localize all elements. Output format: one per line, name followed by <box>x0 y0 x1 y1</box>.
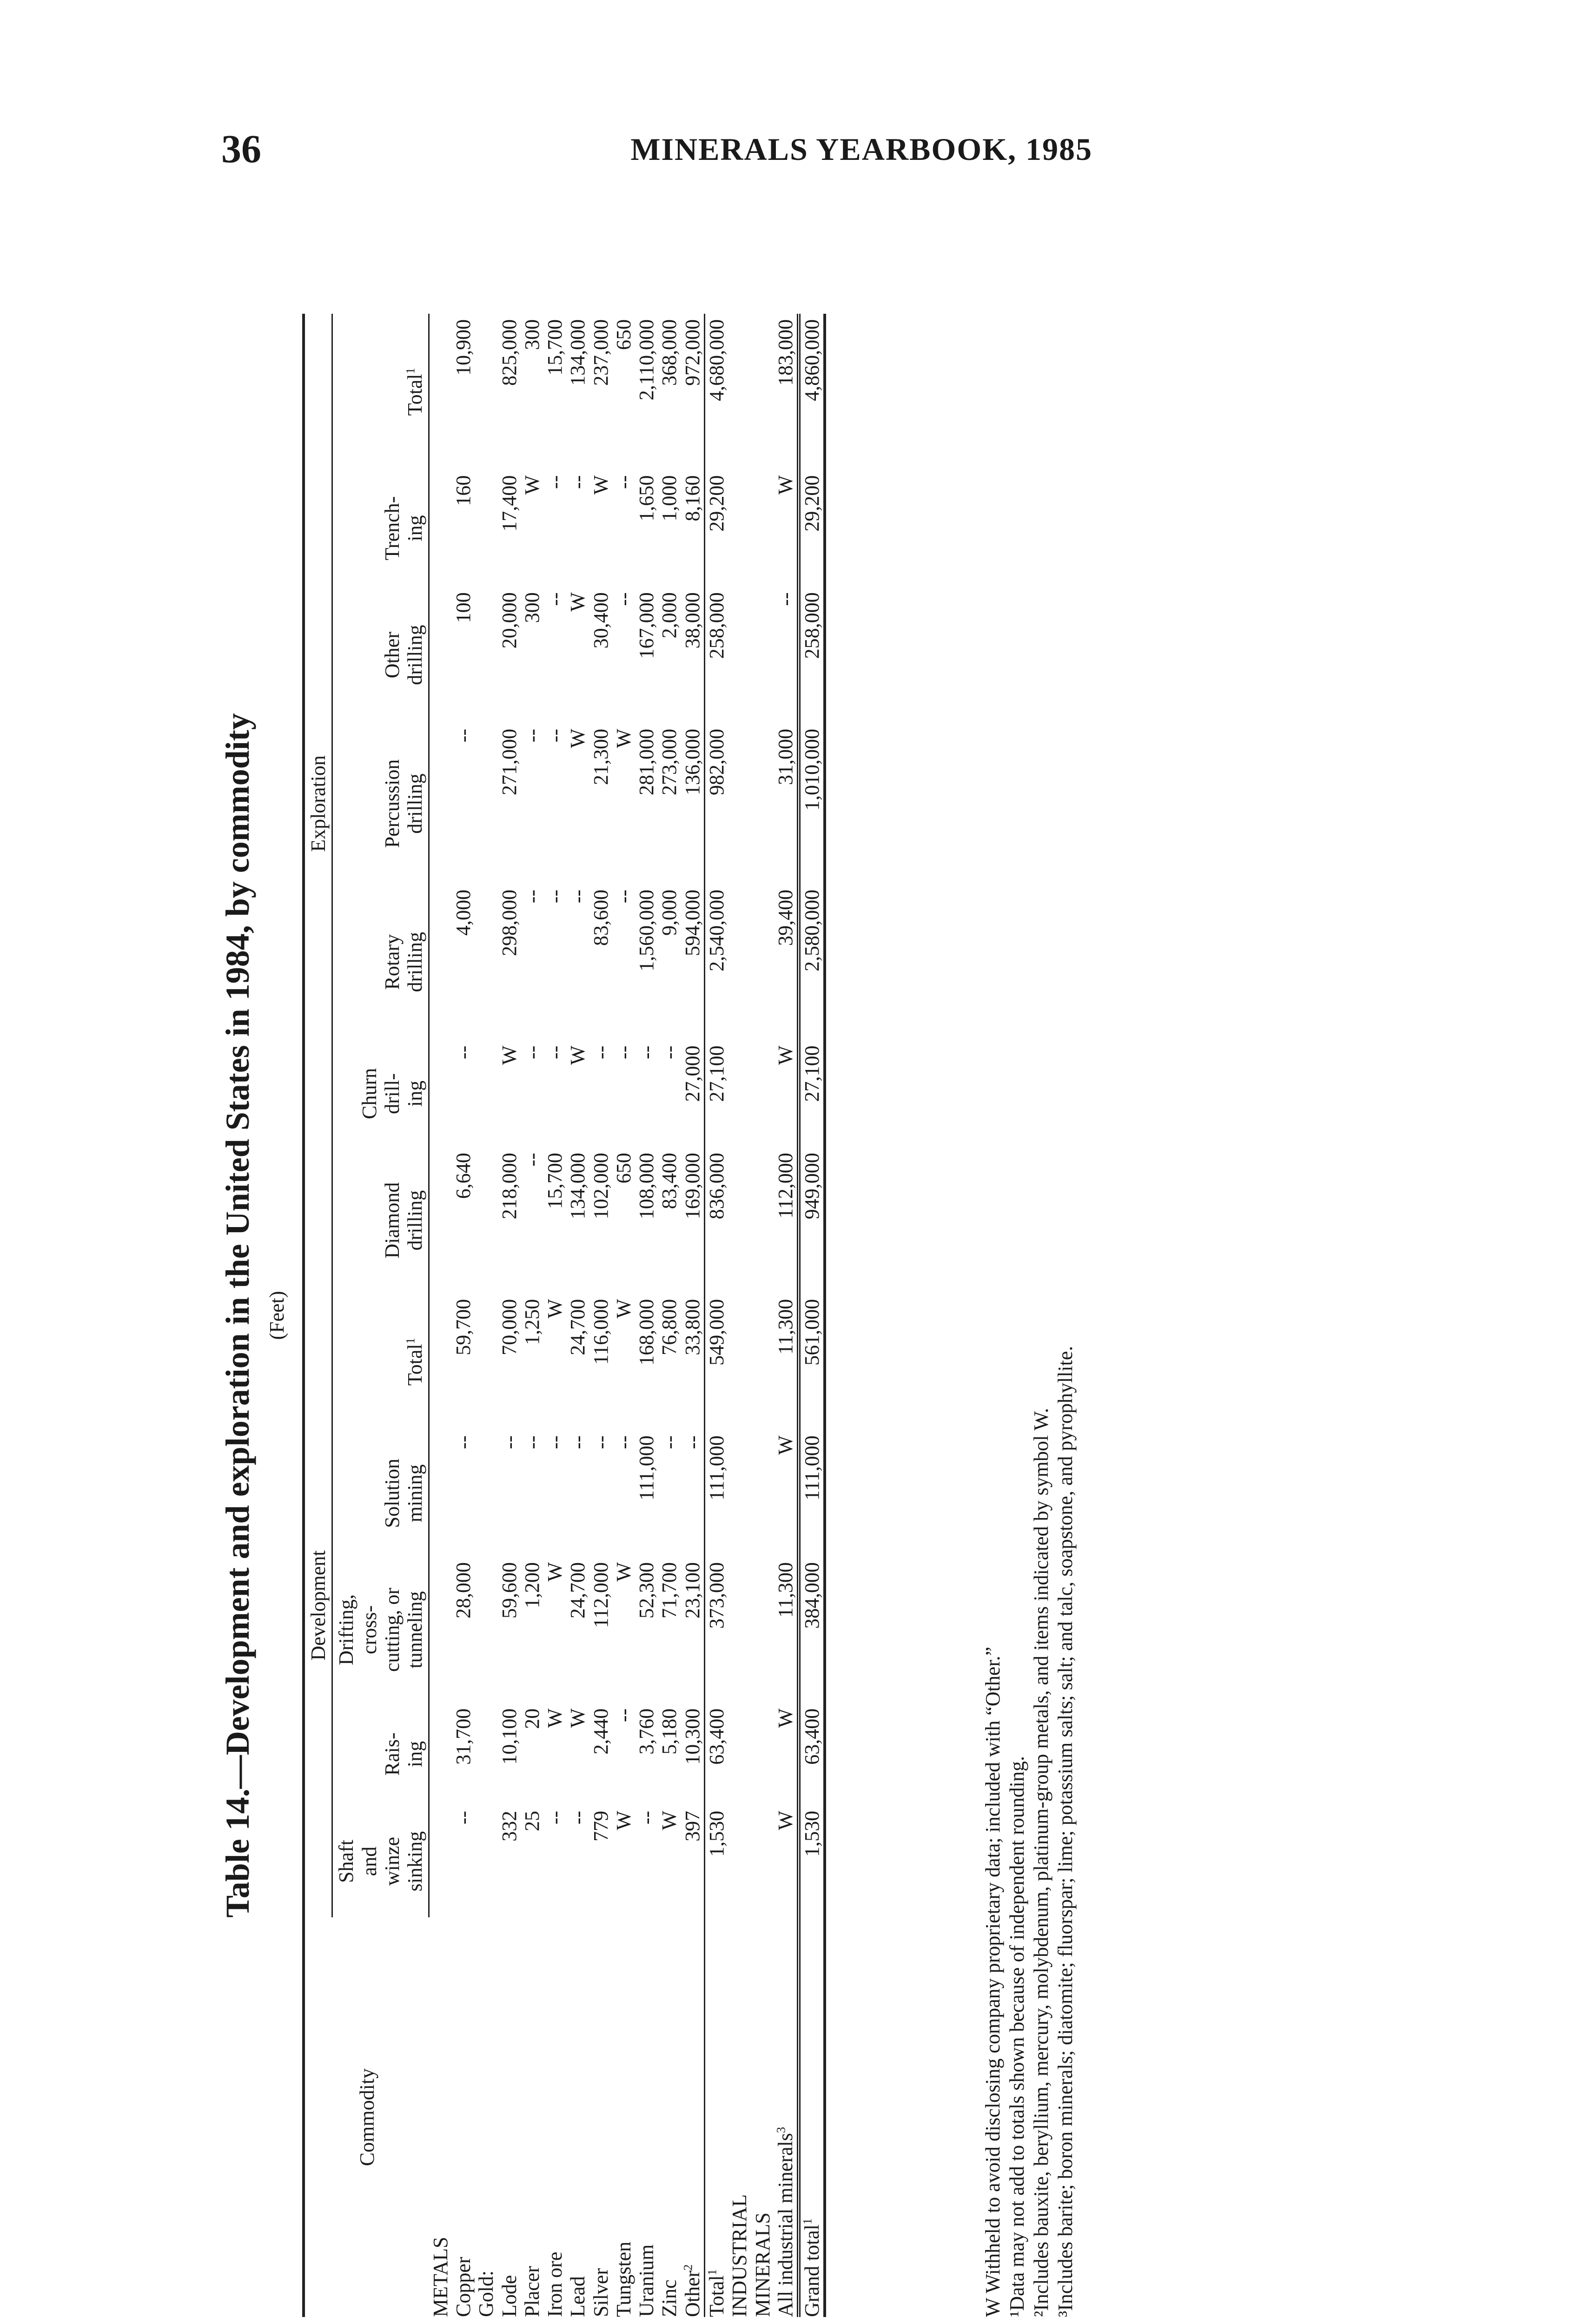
table-cell: -- <box>612 889 635 904</box>
table-cell: 1,250 <box>520 1299 543 1345</box>
table-cell: 779 <box>589 1810 612 1842</box>
table-cell: 63,400 <box>705 1703 728 1805</box>
table-cell: 332 <box>497 1810 521 1842</box>
row-label: Silver <box>589 2268 612 2317</box>
table-cell: W <box>497 1045 521 1065</box>
table-cell: 70,000 <box>497 1299 521 1355</box>
table-cell <box>475 723 497 884</box>
table-cell: -- <box>774 592 797 606</box>
table-cell: -- <box>635 1810 658 1825</box>
table-cell <box>475 1147 497 1294</box>
table-cell <box>475 1040 497 1148</box>
table-cell: -- <box>452 1810 475 1825</box>
table-cell: W <box>566 1708 589 1728</box>
table-unit: (Feet) <box>265 1291 288 1340</box>
table-cell: 11,300 <box>774 1562 797 1618</box>
table-cell: 368,000 <box>658 319 681 386</box>
table-cell: 258,000 <box>705 587 728 723</box>
table-cell: -- <box>612 592 635 606</box>
table-cell: 63,400 <box>799 1703 825 1805</box>
table-cell: 111,000 <box>799 1430 825 1557</box>
row-label: Gold: <box>475 2270 498 2317</box>
table-cell: 271,000 <box>497 728 521 795</box>
table-cell <box>475 470 497 587</box>
table-cell: -- <box>497 1435 521 1449</box>
table-cell: -- <box>612 1045 635 1059</box>
table-row <box>635 314 658 2317</box>
table-cell: -- <box>543 1435 567 1449</box>
table-cell: -- <box>566 889 589 904</box>
row-label: All industrial minerals$^3$ <box>774 2126 797 2317</box>
footnote-1: ¹Data may not add to totals shown because of independent rounding. <box>1005 1756 1028 2317</box>
table-cell: -- <box>566 475 589 489</box>
table-cell: 76,800 <box>658 1299 681 1355</box>
col-raising: Rais- ing <box>332 1703 429 1805</box>
footnote-w: W Withheld to avoid disclosing company proprietary data; included with “Other.” <box>981 1646 1004 2317</box>
table-cell: 836,000 <box>705 1147 728 1294</box>
table-cell: 4,860,000 <box>799 314 825 470</box>
table-cell: 23,100 <box>681 1562 704 1619</box>
table-cell: 108,000 <box>635 1153 658 1220</box>
col-dev-total: Total$^1$ <box>332 1294 429 1430</box>
table-cell: 168,000 <box>635 1299 658 1366</box>
table-cell: 982,000 <box>705 723 728 884</box>
metals-total-row <box>705 314 728 2317</box>
table-cell: -- <box>658 1435 681 1449</box>
table-cell: -- <box>566 1435 589 1449</box>
table-cell <box>475 1557 497 1703</box>
table-row <box>681 314 705 2317</box>
row-label: Tungsten <box>612 2241 635 2317</box>
table-cell: 27,100 <box>705 1040 728 1148</box>
table-cell: W <box>612 728 635 748</box>
table-cell: 373,000 <box>705 1557 728 1703</box>
table-cell: 6,640 <box>452 1153 475 1199</box>
table-cell: 20,000 <box>497 592 521 649</box>
table-cell: 10,300 <box>681 1708 704 1765</box>
table-row <box>543 314 566 2317</box>
table-cell: -- <box>566 1810 589 1825</box>
table-cell: 83,400 <box>658 1153 681 1209</box>
table-cell: 549,000 <box>705 1294 728 1430</box>
table-cell: 5,180 <box>658 1708 681 1755</box>
table-cell: 30,400 <box>589 592 612 649</box>
table-cell: 112,000 <box>589 1562 612 1628</box>
table-cell: 59,600 <box>497 1562 521 1619</box>
table-cell: 2,440 <box>589 1708 612 1755</box>
table-cell: 111,000 <box>705 1430 728 1557</box>
table-cell: 1,010,000 <box>799 723 825 884</box>
table-cell: 1,200 <box>520 1562 543 1609</box>
table-cell: 160 <box>452 475 475 506</box>
commodity-header: Commodity <box>304 1917 429 2317</box>
table-cell: W <box>774 475 797 495</box>
footnote-3: ³Includes barite; boron minerals; diatomite; fluorspar; lime; potassium salts; salt; and talc, soapstone, and pyrophyllite. <box>1053 1346 1077 2317</box>
table-cell: 2,110,000 <box>635 319 658 401</box>
table-cell: 112,000 <box>774 1153 797 1219</box>
table-cell <box>475 587 497 723</box>
table-cell: -- <box>681 1435 704 1449</box>
row-label: Copper <box>452 2257 475 2317</box>
table-cell: 38,000 <box>681 592 704 649</box>
table-cell: 2,000 <box>658 592 681 639</box>
table-cell: 10,100 <box>497 1708 521 1765</box>
table-cell: -- <box>543 728 567 743</box>
table-cell: -- <box>452 1045 475 1059</box>
table-cell: 218,000 <box>497 1153 521 1220</box>
table-cell: W <box>774 1045 797 1065</box>
table-row <box>612 314 635 2317</box>
col-shaft: Shaft and winze sinking <box>332 1805 429 1917</box>
table-cell: 384,000 <box>799 1557 825 1703</box>
row-label: Iron ore <box>543 2251 567 2317</box>
table-row <box>498 314 521 2317</box>
table-row <box>521 314 543 2317</box>
footnotes <box>981 314 1078 2317</box>
table-cell: 29,200 <box>799 470 825 587</box>
table-cell: -- <box>589 1045 612 1059</box>
table-cell: 100 <box>452 592 475 623</box>
col-exp-total: Total$^1$ <box>332 314 429 470</box>
table-cell: -- <box>520 889 543 904</box>
col-rotary: Rotary drilling <box>332 884 429 1040</box>
table-cell: 300 <box>520 592 543 623</box>
table-cell: 59,700 <box>452 1299 475 1355</box>
exploration-group-header: Exploration <box>304 314 332 1294</box>
section-industrial <box>728 314 774 2317</box>
table-row <box>566 314 589 2317</box>
table-cell <box>475 1430 497 1557</box>
table-cell: 102,000 <box>589 1153 612 1220</box>
table-cell: 134,000 <box>566 319 589 386</box>
table-cell: 20 <box>520 1708 543 1729</box>
table-cell: -- <box>543 1810 567 1825</box>
table-cell: -- <box>452 728 475 743</box>
table-cell: W <box>612 1299 635 1319</box>
row-label: Zinc <box>658 2279 681 2317</box>
row-label: Uranium <box>635 2244 658 2317</box>
table-cell: 27,000 <box>681 1045 704 1102</box>
table-cell: 273,000 <box>658 728 681 795</box>
group-header-row <box>304 314 332 2317</box>
table-cell: 11,300 <box>774 1299 797 1355</box>
table-cell: 167,000 <box>635 592 658 659</box>
table-cell: 10,900 <box>452 319 475 376</box>
table-cell: 31,700 <box>452 1708 475 1765</box>
table-cell <box>475 314 497 470</box>
table-cell: 2,580,000 <box>799 884 825 1040</box>
table-cell: 15,700 <box>543 1153 567 1209</box>
section-metals <box>429 314 452 2317</box>
section-metals-label: METALS <box>429 2237 452 2317</box>
table-cell: 15,700 <box>543 319 567 376</box>
table-cell: W <box>520 475 543 495</box>
table-row <box>658 314 681 2317</box>
data-table <box>302 314 826 2317</box>
table-cell: W <box>774 1435 797 1455</box>
row-label: Lode <box>497 2275 521 2317</box>
table-cell: 561,000 <box>799 1294 825 1430</box>
grand-total-row <box>799 314 825 2317</box>
col-trenching: Trench- ing <box>332 470 429 587</box>
table-cell: W <box>566 592 589 612</box>
table-cell: 949,000 <box>799 1147 825 1294</box>
table-cell: W <box>543 1708 567 1728</box>
table-cell: -- <box>543 592 567 606</box>
table-cell: -- <box>452 1435 475 1449</box>
footnote-2: ²Includes bauxite, beryllium, mercury, molybdenum, platinum-group metals, and items indicated by symbol W. <box>1029 1408 1053 2317</box>
table-cell: 1,650 <box>635 475 658 522</box>
rotated-table-block <box>218 314 1079 2317</box>
running-head: MINERALS YEARBOOK, 1985 <box>630 132 1092 167</box>
table-cell: 650 <box>612 1153 635 1184</box>
table-cell: W <box>612 1810 635 1830</box>
table-cell: 33,800 <box>681 1299 704 1355</box>
table-cell <box>475 1805 497 1917</box>
table-cell: -- <box>612 1708 635 1723</box>
table-cell: 3,760 <box>635 1708 658 1755</box>
table-cell <box>475 1294 497 1430</box>
table-cell: -- <box>543 475 567 489</box>
table-cell: 298,000 <box>497 889 521 956</box>
table-cell: 1,530 <box>705 1805 728 1917</box>
table-cell: 594,000 <box>681 889 704 956</box>
table-cell: 1,530 <box>799 1805 825 1917</box>
table-cell: 397 <box>681 1810 704 1842</box>
table-cell: 24,700 <box>566 1562 589 1619</box>
table-cell: 281,000 <box>635 728 658 795</box>
table-cell: W <box>612 1562 635 1582</box>
table-title: Table 14.—Development and exploration in the United States in 1984, by commodity <box>219 713 256 1918</box>
col-churn: Churn drill- ing <box>332 1040 429 1148</box>
table-cell: 27,100 <box>799 1040 825 1148</box>
table-cell: 17,400 <box>497 475 521 532</box>
col-other-drilling: Other drilling <box>332 587 429 723</box>
table-cell: W <box>566 1045 589 1065</box>
row-label: Placer <box>520 2266 543 2317</box>
table-cell: 237,000 <box>589 319 612 386</box>
table-cell: 169,000 <box>681 1153 704 1220</box>
table-cell: W <box>774 1810 797 1830</box>
table-cell: -- <box>612 475 635 489</box>
table-cell: W <box>543 1562 567 1582</box>
page-number: 36 <box>221 126 261 171</box>
table-cell: W <box>774 1708 797 1728</box>
table-cell: -- <box>635 1045 658 1059</box>
col-percussion: Percussion drilling <box>332 723 429 884</box>
col-solution: Solution mining <box>332 1430 429 1557</box>
table-cell <box>475 884 497 1040</box>
table-cell: 71,700 <box>658 1562 681 1619</box>
table-cell: 24,700 <box>566 1299 589 1355</box>
row-label: Lead <box>566 2276 589 2317</box>
table-cell: 21,300 <box>589 728 612 785</box>
table-cell: 972,000 <box>681 319 704 386</box>
table-cell: -- <box>658 1045 681 1059</box>
table-cell: 1,560,000 <box>635 889 658 971</box>
table-cell: 39,400 <box>774 889 797 946</box>
table-cell <box>475 1703 497 1805</box>
col-diamond: Diamond drilling <box>332 1147 429 1294</box>
table-cell: 29,200 <box>705 470 728 587</box>
table-cell: W <box>566 728 589 748</box>
table-cell: -- <box>520 1153 543 1167</box>
section-industrial-label: INDUSTRIAL MINERALS <box>728 2194 774 2317</box>
table-cell: 83,600 <box>589 889 612 946</box>
table-row <box>475 314 497 2317</box>
table-cell: 825,000 <box>497 319 521 386</box>
table-cell: 258,000 <box>799 587 825 723</box>
table-cell: 8,160 <box>681 475 704 522</box>
table-cell: 9,000 <box>658 889 681 936</box>
table-cell: 4,680,000 <box>705 314 728 470</box>
row-label: Other$^2$ <box>681 2264 704 2317</box>
row-label: Total$^1$ <box>705 1917 728 2317</box>
table-cell: -- <box>612 1435 635 1449</box>
table-row <box>589 314 612 2317</box>
row-label: Grand total$^1$ <box>799 1917 825 2317</box>
table-cell: 4,000 <box>452 889 475 936</box>
table-cell: W <box>589 475 612 495</box>
table-cell: -- <box>589 1435 612 1449</box>
table-cell: W <box>658 1810 681 1830</box>
table-cell: 1,000 <box>658 475 681 522</box>
table-body <box>429 314 825 2317</box>
table-cell: -- <box>520 728 543 743</box>
table-cell: 52,300 <box>635 1562 658 1619</box>
industrial-row <box>774 314 799 2317</box>
table-row <box>452 314 475 2317</box>
table-cell: 136,000 <box>681 728 704 795</box>
table-cell: 650 <box>612 319 635 350</box>
table-cell: -- <box>543 889 567 904</box>
table-cell: -- <box>520 1045 543 1059</box>
table-cell: 300 <box>520 319 543 350</box>
table-cell: 2,540,000 <box>705 884 728 1040</box>
col-drifting: Drifting, cross- cutting, or tunneling <box>332 1557 429 1703</box>
development-group-header: Development <box>304 1294 332 1917</box>
table-cell: 111,000 <box>635 1435 658 1501</box>
table-cell: W <box>543 1299 567 1319</box>
table-cell: 28,000 <box>452 1562 475 1619</box>
table-cell: -- <box>543 1045 567 1059</box>
table-cell: -- <box>520 1435 543 1449</box>
table-cell: 134,000 <box>566 1153 589 1220</box>
table-cell: 31,000 <box>774 728 797 785</box>
table-cell: 116,000 <box>589 1299 612 1365</box>
table-cell: 25 <box>520 1810 543 1831</box>
table-cell: 183,000 <box>774 319 797 386</box>
